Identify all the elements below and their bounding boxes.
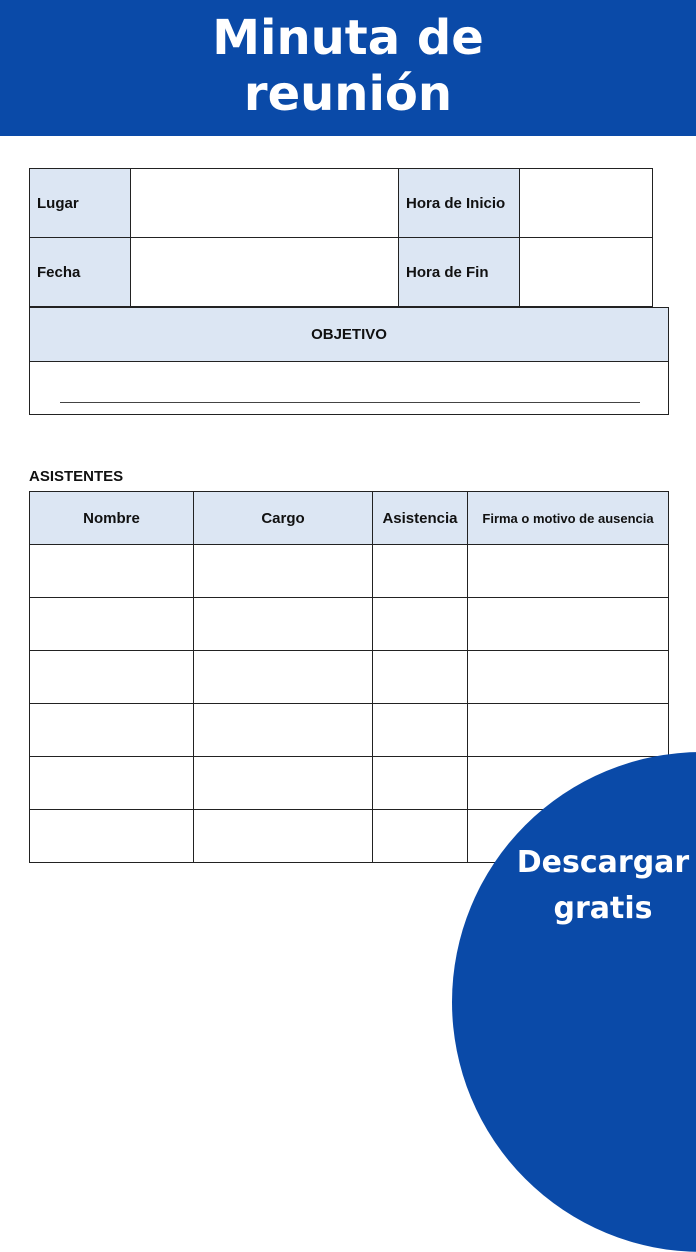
cell[interactable] — [30, 757, 194, 810]
fecha-label: Fecha — [30, 238, 131, 307]
page-title-line1: Minuta de — [212, 10, 484, 66]
cell[interactable] — [468, 598, 669, 651]
lugar-label: Lugar — [30, 169, 131, 238]
cell[interactable] — [194, 545, 373, 598]
col-cargo: Cargo — [194, 492, 373, 545]
cell[interactable] — [194, 598, 373, 651]
download-label-line1: Descargar — [516, 845, 690, 880]
objetivo-field[interactable] — [30, 362, 669, 415]
cell[interactable] — [373, 810, 468, 863]
cell[interactable] — [30, 598, 194, 651]
cell[interactable] — [194, 810, 373, 863]
col-nombre: Nombre — [30, 492, 194, 545]
cell[interactable] — [30, 545, 194, 598]
cell[interactable] — [468, 545, 669, 598]
cell[interactable] — [468, 651, 669, 704]
cell[interactable] — [194, 704, 373, 757]
lugar-field[interactable] — [131, 169, 399, 238]
page-title-line2: reunión — [243, 66, 453, 122]
cell[interactable] — [373, 598, 468, 651]
cell[interactable] — [30, 651, 194, 704]
cell[interactable] — [194, 757, 373, 810]
download-label-line2: gratis — [553, 891, 653, 926]
cell[interactable] — [468, 704, 669, 757]
cell[interactable] — [30, 704, 194, 757]
cell[interactable] — [373, 545, 468, 598]
cell[interactable] — [30, 810, 194, 863]
table-row — [30, 545, 669, 598]
table-row — [30, 704, 669, 757]
hora-fin-field[interactable] — [520, 238, 653, 307]
hora-inicio-field[interactable] — [520, 169, 653, 238]
asistentes-title: ASISTENTES — [29, 468, 124, 485]
hora-inicio-label: Hora de Inicio — [399, 169, 520, 238]
meeting-info-table — [29, 168, 653, 307]
cell[interactable] — [373, 757, 468, 810]
table-row — [30, 651, 669, 704]
cell[interactable] — [194, 651, 373, 704]
download-button[interactable] — [505, 840, 696, 932]
objetivo-line — [60, 402, 640, 403]
col-firma: Firma o motivo de ausencia — [468, 492, 669, 545]
fecha-field[interactable] — [131, 238, 399, 307]
cell[interactable] — [373, 651, 468, 704]
cell[interactable] — [373, 704, 468, 757]
objetivo-header: OBJETIVO — [30, 308, 669, 362]
objetivo-table — [29, 307, 669, 415]
col-asistencia: Asistencia — [373, 492, 468, 545]
hora-fin-label: Hora de Fin — [399, 238, 520, 307]
table-row — [30, 598, 669, 651]
title-banner — [0, 0, 696, 136]
